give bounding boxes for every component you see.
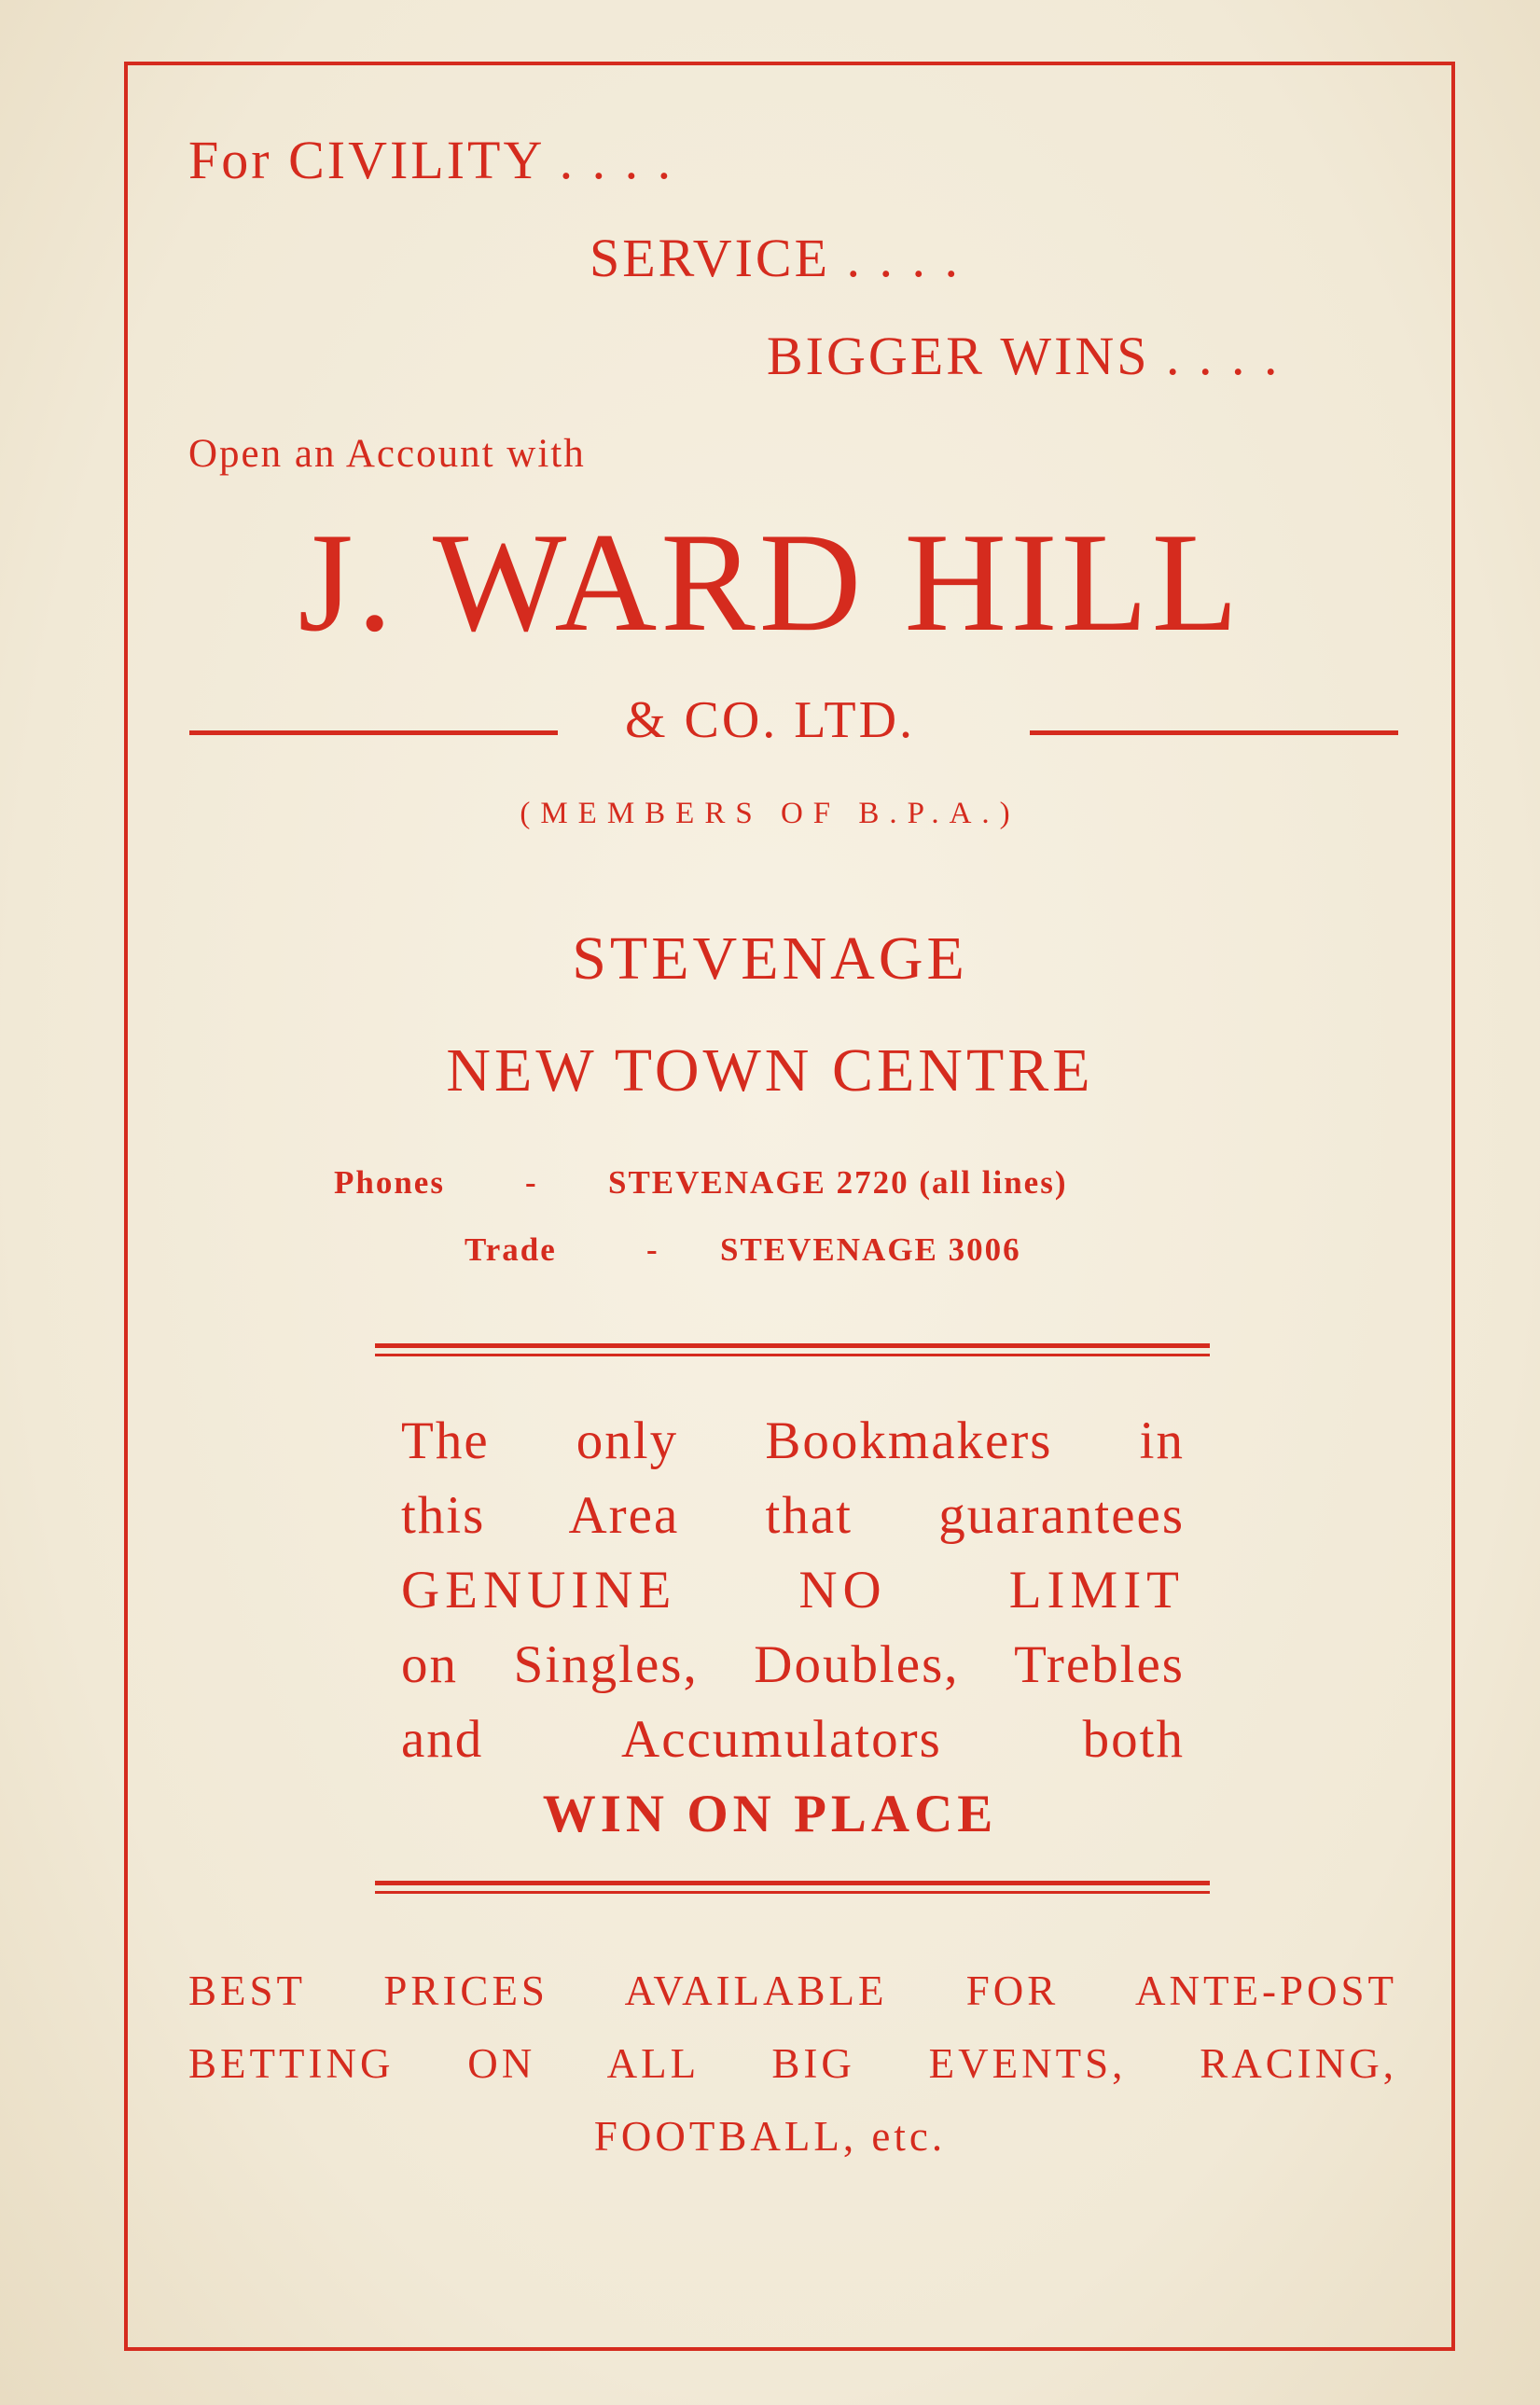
trade-dash: - [646, 1231, 659, 1268]
phone-label: Phones [334, 1164, 445, 1201]
offer-line-4: on Singles, Doubles, Trebles [401, 1635, 1185, 1694]
phone-dash: - [525, 1164, 538, 1201]
trade-label: Trade [465, 1231, 557, 1268]
tagline-service: SERVICE . . . . [590, 228, 962, 288]
offer-line-6: WIN ON PLACE [542, 1785, 998, 1843]
membership-note: (MEMBERS OF B.P.A.) [520, 797, 1020, 830]
trade-number: STEVENAGE 3006 [720, 1231, 1021, 1268]
offer-line-3: GENUINE NO LIMIT [401, 1561, 1185, 1620]
double-rule-top [375, 1343, 1210, 1356]
right-rule [1030, 730, 1398, 735]
tagline-bigger-wins: BIGGER WINS . . . . [767, 326, 1281, 386]
location-centre: NEW TOWN CENTRE [446, 1036, 1094, 1105]
footer-line-1: BEST PRICES AVAILABLE FOR ANTE-POST [188, 1967, 1397, 2014]
phone-number: STEVENAGE 2720 (all lines) [608, 1164, 1068, 1201]
footer-line-2: BETTING ON ALL BIG EVENTS, RACING, [188, 2040, 1397, 2087]
offer-line-5: and Accumulators both [401, 1710, 1185, 1769]
tagline-civility: For CIVILITY . . . . [188, 130, 674, 190]
open-account-text: Open an Account with [188, 432, 586, 476]
double-rule-bottom [375, 1881, 1210, 1894]
company-suffix: & CO. LTD. [624, 691, 916, 749]
offer-line-1: The only Bookmakers in [401, 1411, 1185, 1470]
location-town: STEVENAGE [572, 924, 968, 993]
offer-line-2: this Area that guarantees [401, 1486, 1185, 1545]
footer-line-3: FOOTBALL, etc. [593, 2113, 947, 2160]
company-name: J. WARD HILL [298, 504, 1242, 660]
